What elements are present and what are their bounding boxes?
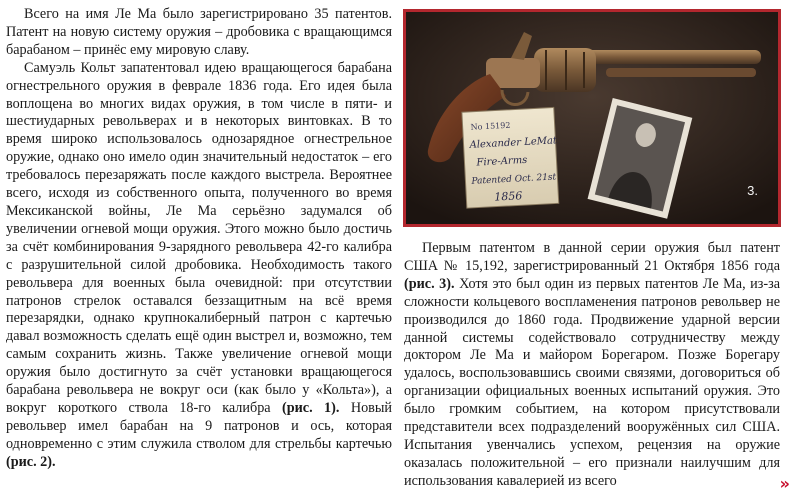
paragraph-colt: Самуэль Кольт запатентовал идею вращающегося барабана огнестрельного оружия в феврале 1836 года. Его идея была воплощена во многих видах оружия, в том числе в пяти- и шестиударных револьверах и в некоторых винтовках. В то время широко использовалось однозарядное огнестрельное оружие, однако оно имело один значительный недостаток – его требовалось перезаряжать после каждого выстрела. Вероятнее всего, исходя из собственного опыта, полученного во время Мексиканской войны, Ле Ма серьёзно задумался об увеличении огневой мощи оружия. Этого можно было достичь за счёт комбинирования 9-зарядного револьвера 42-го калибра с разрушительной силой дробовика. Необходимость такого револьвера для военных была очевидной: при отсутствии патронов стрелок оставался беззащитным на всё время перезарядки, однако крупнокалиберный патрон с картечью давал возможность сделать ещё один выстрел и, возможно, тем самым сохранить жизнь. Также увеличение огневой мощи оружия было достигнуто за счёт установки вращающегося барабана револьвера не вокруг оси (как было у «Кольта»), а вокруг короткого ствола 18-го калибра (рис. 1). Новый револьвер имел барабан на 9 патронов и ось, которая одновременно с этим служила стволом для стрельбы картечью (рис. 2).	[6, 59, 392, 470]
left-column	[6, 6, 392, 472]
figure-ref-2: (рис. 2).	[6, 453, 56, 470]
svg-text:Patented Oct. 21st: Patented Oct. 21st	[471, 172, 557, 187]
svg-text:1856: 1856	[494, 189, 523, 204]
paragraph-intro: Всего на имя Ле Ма было зарегистрировано 35 патентов. Патент на новую систему оружия – дробовика с вращающимся барабаном – принёс ему мировую славу.	[6, 6, 392, 58]
paragraph-patent: Первым патентом в данной серии оружия был патент США № 15,192, зарегистрированный 21 Октября 1856 года (рис. 3). Хотя это был один из первых патентов Ле Ма, из-за сложности кольцевого воспламенения патронов револьвер не производился до 1860 года. Продвижение ударной версии данной системы содействовало сотрудничеству между доктором Ле Ма и майором Борегаром. Позже Борегару удалось, воспользовавшись своими связями, договориться об организации официальных военных испытаний оружия. Это было громким событием, на котором присутствовали представители всех подразделений вооружённых сил США. Испытания увенчались успехом, рецензия на оружие оказалась положительной – его признали наилучшим для использования кавалерией из всего	[404, 240, 780, 489]
double-chevron-right-icon: »	[779, 474, 790, 493]
right-column	[404, 240, 780, 491]
svg-text:Fire-Arms: Fire-Arms	[476, 154, 528, 169]
revolver-photo-illustration	[406, 12, 778, 224]
svg-text:No 15192: No 15192	[470, 120, 511, 132]
figure-3-photo	[403, 9, 781, 227]
figure-ref-3: (рис. 3).	[404, 275, 455, 292]
svg-text:Alexander LeMat: Alexander LeMat	[469, 135, 558, 151]
figure-ref-1: (рис. 1).	[282, 399, 340, 416]
figure-number: 3.	[747, 183, 758, 198]
